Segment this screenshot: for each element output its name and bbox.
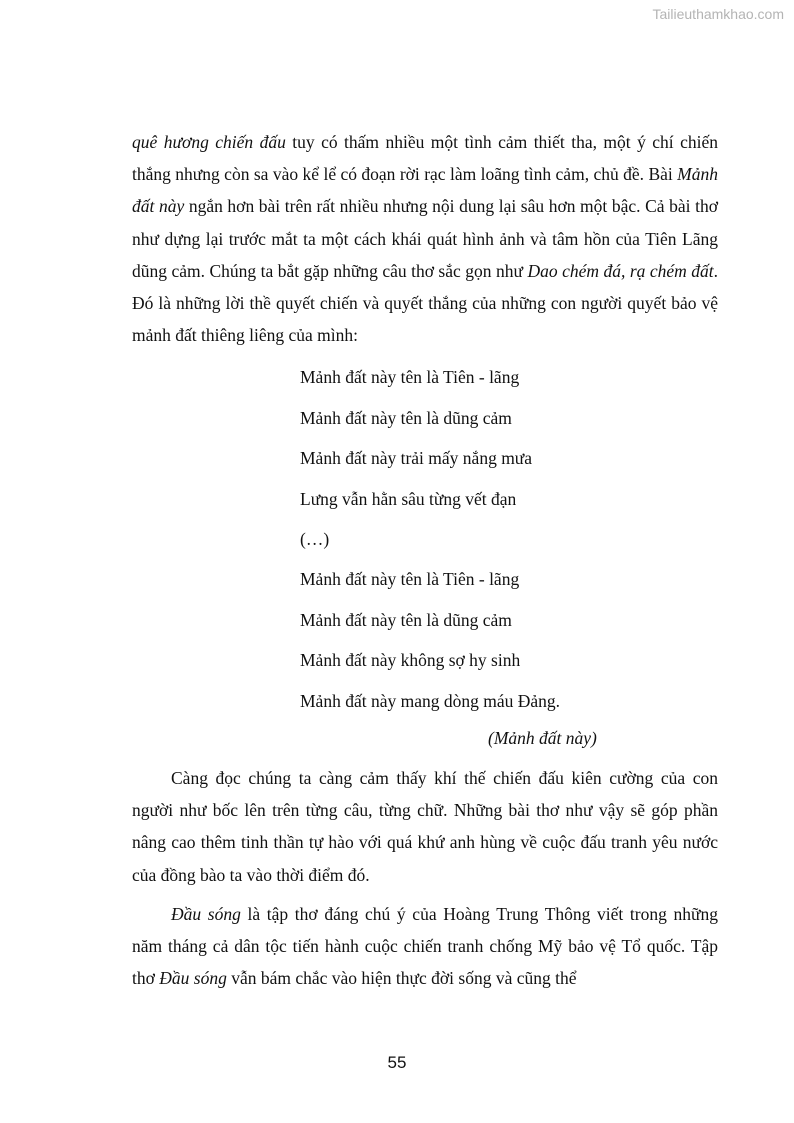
paragraph-text: vẫn bám chắc vào hiện thực đời sống và cũng thể bbox=[226, 968, 577, 989]
paragraph-text: ngắn hơn bài trên rất nhiều nhưng nội dung lại sâu hơn một bậc. Cả bài thơ như dựng lại trước mắt ta một cách khái quát hình ảnh và tâm hồn của Tiên Lãng dũng cảm. Chúng ta bắt gặp những câu thơ sắc gọn như bbox=[132, 196, 718, 281]
poem-line: Mảnh đất này tên là dũng cảm bbox=[300, 407, 512, 428]
page-body bbox=[132, 126, 718, 994]
poem-line: Mảnh đất này tên là dũng cảm bbox=[300, 609, 512, 630]
poem-line: Lưng vẫn hằn sâu từng vết đạn bbox=[300, 488, 517, 509]
poem-line: Mảnh đất này tên là Tiên - lãng bbox=[300, 569, 520, 590]
paragraph-3 bbox=[132, 898, 718, 995]
paragraph-text: . Đó là những lời thề quyết chiến và quyết thắng của những con người quyết bảo vệ mảnh đất thiêng liêng của mình: bbox=[132, 260, 719, 346]
page-number: 55 bbox=[387, 1053, 407, 1072]
paragraph-text: là tập thơ đáng chú ý của Hoàng Trung Thông viết trong những năm tháng cả dân tộc tiến hành cuộc chiến tranh chống Mỹ bảo vệ Tổ quốc. Tập thơ bbox=[132, 903, 718, 989]
paragraph-1 bbox=[132, 126, 718, 351]
poem-line: Mảnh đất này không sợ hy sinh bbox=[300, 650, 521, 671]
italic-quote: Dao chém đá, rạ chém đất bbox=[527, 260, 714, 281]
poem-line: Mảnh đất này tên là Tiên - lãng bbox=[300, 367, 520, 388]
italic-title: Đầu sóng bbox=[171, 903, 241, 924]
poem-source: (Mảnh đất này) bbox=[488, 727, 597, 748]
watermark: Tailieuthamkhao.com bbox=[652, 6, 784, 22]
poem-line: Mảnh đất này trải mấy nắng mưa bbox=[300, 448, 533, 469]
italic-title: quê hương chiến đấu bbox=[132, 132, 286, 152]
poem-ellipsis: (…) bbox=[300, 528, 330, 549]
italic-title: Mảnh đất này bbox=[132, 164, 718, 217]
paragraph-text: tuy có thấm nhiều một tình cảm thiết tha, một ý chí chiến thắng nhưng còn sa vào kể lể có đoạn rời rạc làm loãng tình cảm, chủ đề. Bài bbox=[132, 132, 718, 185]
italic-title: Đầu sóng bbox=[159, 968, 227, 989]
poem-excerpt bbox=[300, 357, 718, 721]
paragraph-2: Càng đọc chúng ta càng cảm thấy khí thế chiến đấu kiên cường của con người như bốc lên trên từng câu, từng chữ. Những bài thơ như vậy sẽ góp phần nâng cao thêm tinh thần tự hào với quá khứ anh hùng về cuộc đấu tranh yêu nước của đồng bào ta vào thời điểm đó. bbox=[132, 767, 718, 885]
poem-line: Mảnh đất này mang dòng máu Đảng. bbox=[300, 690, 561, 711]
